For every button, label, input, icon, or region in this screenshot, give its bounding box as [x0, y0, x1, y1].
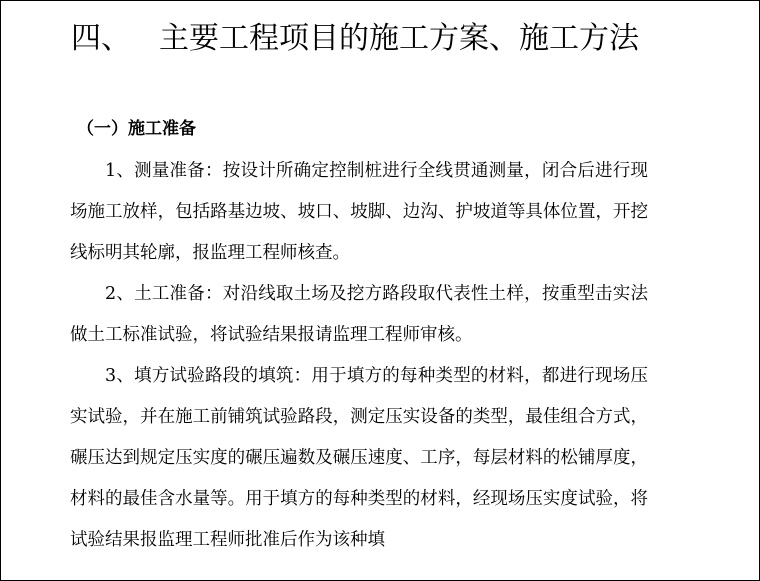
- subsection-title: （一）施工准备: [77, 119, 196, 139]
- document-body: [70, 151, 648, 561]
- section-number: 四、: [71, 21, 131, 56]
- section-heading: [71, 15, 731, 63]
- paragraph-survey-prep: 1、测量准备：按设计所确定控制桩进行全线贯通测量，闭合后进行现场施工放样，包括路基边坡、坡口、坡脚、边沟、护坡道等具体位置，开挖线标明其轮廓，报监理工程师核查。: [70, 161, 648, 263]
- paragraph-soil-prep: 2、土工准备：对沿线取土场及挖方路段取代表性土样，按重型击实法做土工标准试验，将试验结果报请监理工程师审核。: [70, 284, 648, 345]
- section-title: 主要工程项目的施工方案、施工方法: [159, 21, 639, 56]
- paragraph-fill-test-section: 3、填方试验路段的填筑：用于填方的每种类型的材料，都进行现场压实试验，并在施工前铺筑试验路段，测定压实设备的类型，最佳组合方式，碾压达到规定压实度的碾压遍数及碾压速度、工序，每层材料的松铺厚度，材料的最佳含水量等。用于填方的每种类型的材料，经现场压实度试验，将试验结果报监理工程师批准后作为该种填: [70, 366, 648, 550]
